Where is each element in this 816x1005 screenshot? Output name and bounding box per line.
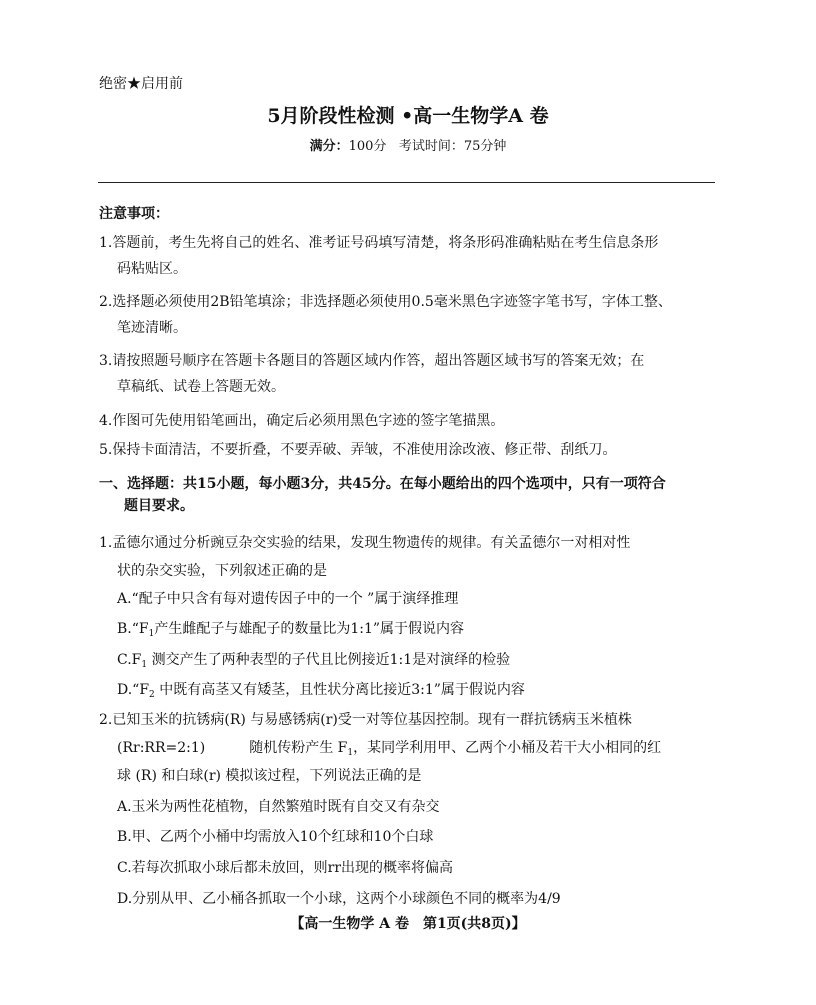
pollination-text: 随机传粉产生 F (249, 740, 348, 756)
option-d-prefix: D.“F (117, 682, 150, 698)
option-b-subscript: 1 (148, 629, 155, 639)
option-d-text: 中既有高茎又有矮茎，且性状分离比接近3:1”属于假说内容 (154, 682, 525, 698)
score-label: 满分： (309, 139, 349, 154)
question-2-stem: 2.已知玉米的抗锈病(R) 与易感锈病(r)受一对等位基因控制。现有一群抗锈病玉米植株 (99, 712, 632, 728)
notice-item-1: 1.答题前，考生先将自己的姓名、准考证号码填写清楚，将条形码准确粘贴在考生信息条形 (99, 235, 659, 251)
ratio-text: (Rr:RR=2:1) (117, 740, 206, 756)
question-1-option-b (117, 619, 464, 641)
divider-line (98, 182, 715, 183)
question-2-option-d: D.分别从甲、乙小桶各抓取一个小球，这两个小球颜色不同的概率为4/9 (117, 891, 561, 907)
question-2-option-b: B.甲、乙两个小桶中均需放入10个红球和10个白球 (117, 829, 434, 845)
question-1-stem: 1.孟德尔通过分析豌豆杂交实验的结果，发现生物遗传的规律。有关孟德尔一对相对性 (99, 535, 631, 551)
question-2-option-a: A.玉米为两性花植物，自然繁殖时既有自交又有杂交 (117, 799, 440, 815)
confidential-label: 绝密★启用前 (99, 76, 183, 92)
option-c-subscript: 1 (141, 660, 148, 670)
question-1-stem-cont: 状的杂交实验，下列叙述正确的是 (117, 563, 327, 579)
notice-heading: 注意事项： (99, 206, 169, 222)
option-c-prefix: C.F (117, 652, 142, 668)
section-heading-cont: 题目要求。 (124, 498, 194, 514)
f1-subscript: 1 (347, 748, 354, 758)
exam-info (0, 138, 816, 156)
question-2-stem-cont2: 球 (R) 和白球(r) 模拟该过程，下列说法正确的是 (117, 768, 422, 784)
option-c-text: 测交产生了两种表型的子代且比例接近1:1是对演绎的检验 (147, 652, 511, 668)
question-2-stem-cont (117, 738, 661, 760)
notice-item-2-cont: 笔迹清晰。 (117, 320, 187, 336)
notice-item-3: 3.请按照题号顺序在答题卡各题目的答题区域内作答，超出答题区域书写的答案无效；在 (99, 353, 645, 369)
option-d-subscript: 2 (149, 690, 155, 700)
question-2-option-c: C.若每次抓取小球后都未放回，则rr出现的概率将偏高 (117, 860, 454, 876)
notice-item-3-cont: 草稿纸、试卷上答题无效。 (117, 379, 285, 395)
page-title: 5月阶段性检测 •高一生物学A 卷 (267, 105, 549, 127)
option-b-text: 产生雌配子与雄配子的数量比为1:1”属于假说内容 (154, 621, 465, 637)
notice-item-2: 2.选择题必须使用2B铅笔填涂；非选择题必须使用0.5毫米黑色字迹签字笔书写，字体工整、 (99, 294, 672, 310)
notice-item-5: 5.保持卡面清洁，不要折叠，不要弄破、弄皱，不准使用涂改液、修正带、刮纸刀。 (99, 442, 617, 458)
notice-item-1-cont: 码粘贴区。 (117, 261, 187, 277)
question-1-option-a: A.“配子中只含有每对遗传因子中的一个 ”属于演绎推理 (117, 591, 459, 607)
model-text: ，某同学利用甲、乙两个小桶及若干大小相同的红 (353, 740, 662, 756)
option-b-prefix: B.“F (117, 621, 149, 637)
question-1-option-c (117, 650, 510, 672)
notice-item-4: 4.作图可先使用铅笔画出，确定后必须用黑色字迹的签字笔描黑。 (99, 413, 505, 429)
time-label: 考试时间： (398, 139, 464, 154)
page-footer: 【高一生物学 A 卷 第1页(共8页)】 (290, 916, 526, 932)
time-value: 75分钟 (463, 139, 507, 154)
question-1-option-d (117, 680, 525, 702)
section-heading: 一、选择题：共15小题，每小题3分，共45分。在每小题给出的四个选项中，只有一项符合 (99, 476, 666, 492)
score-value: 100分 (348, 139, 387, 154)
